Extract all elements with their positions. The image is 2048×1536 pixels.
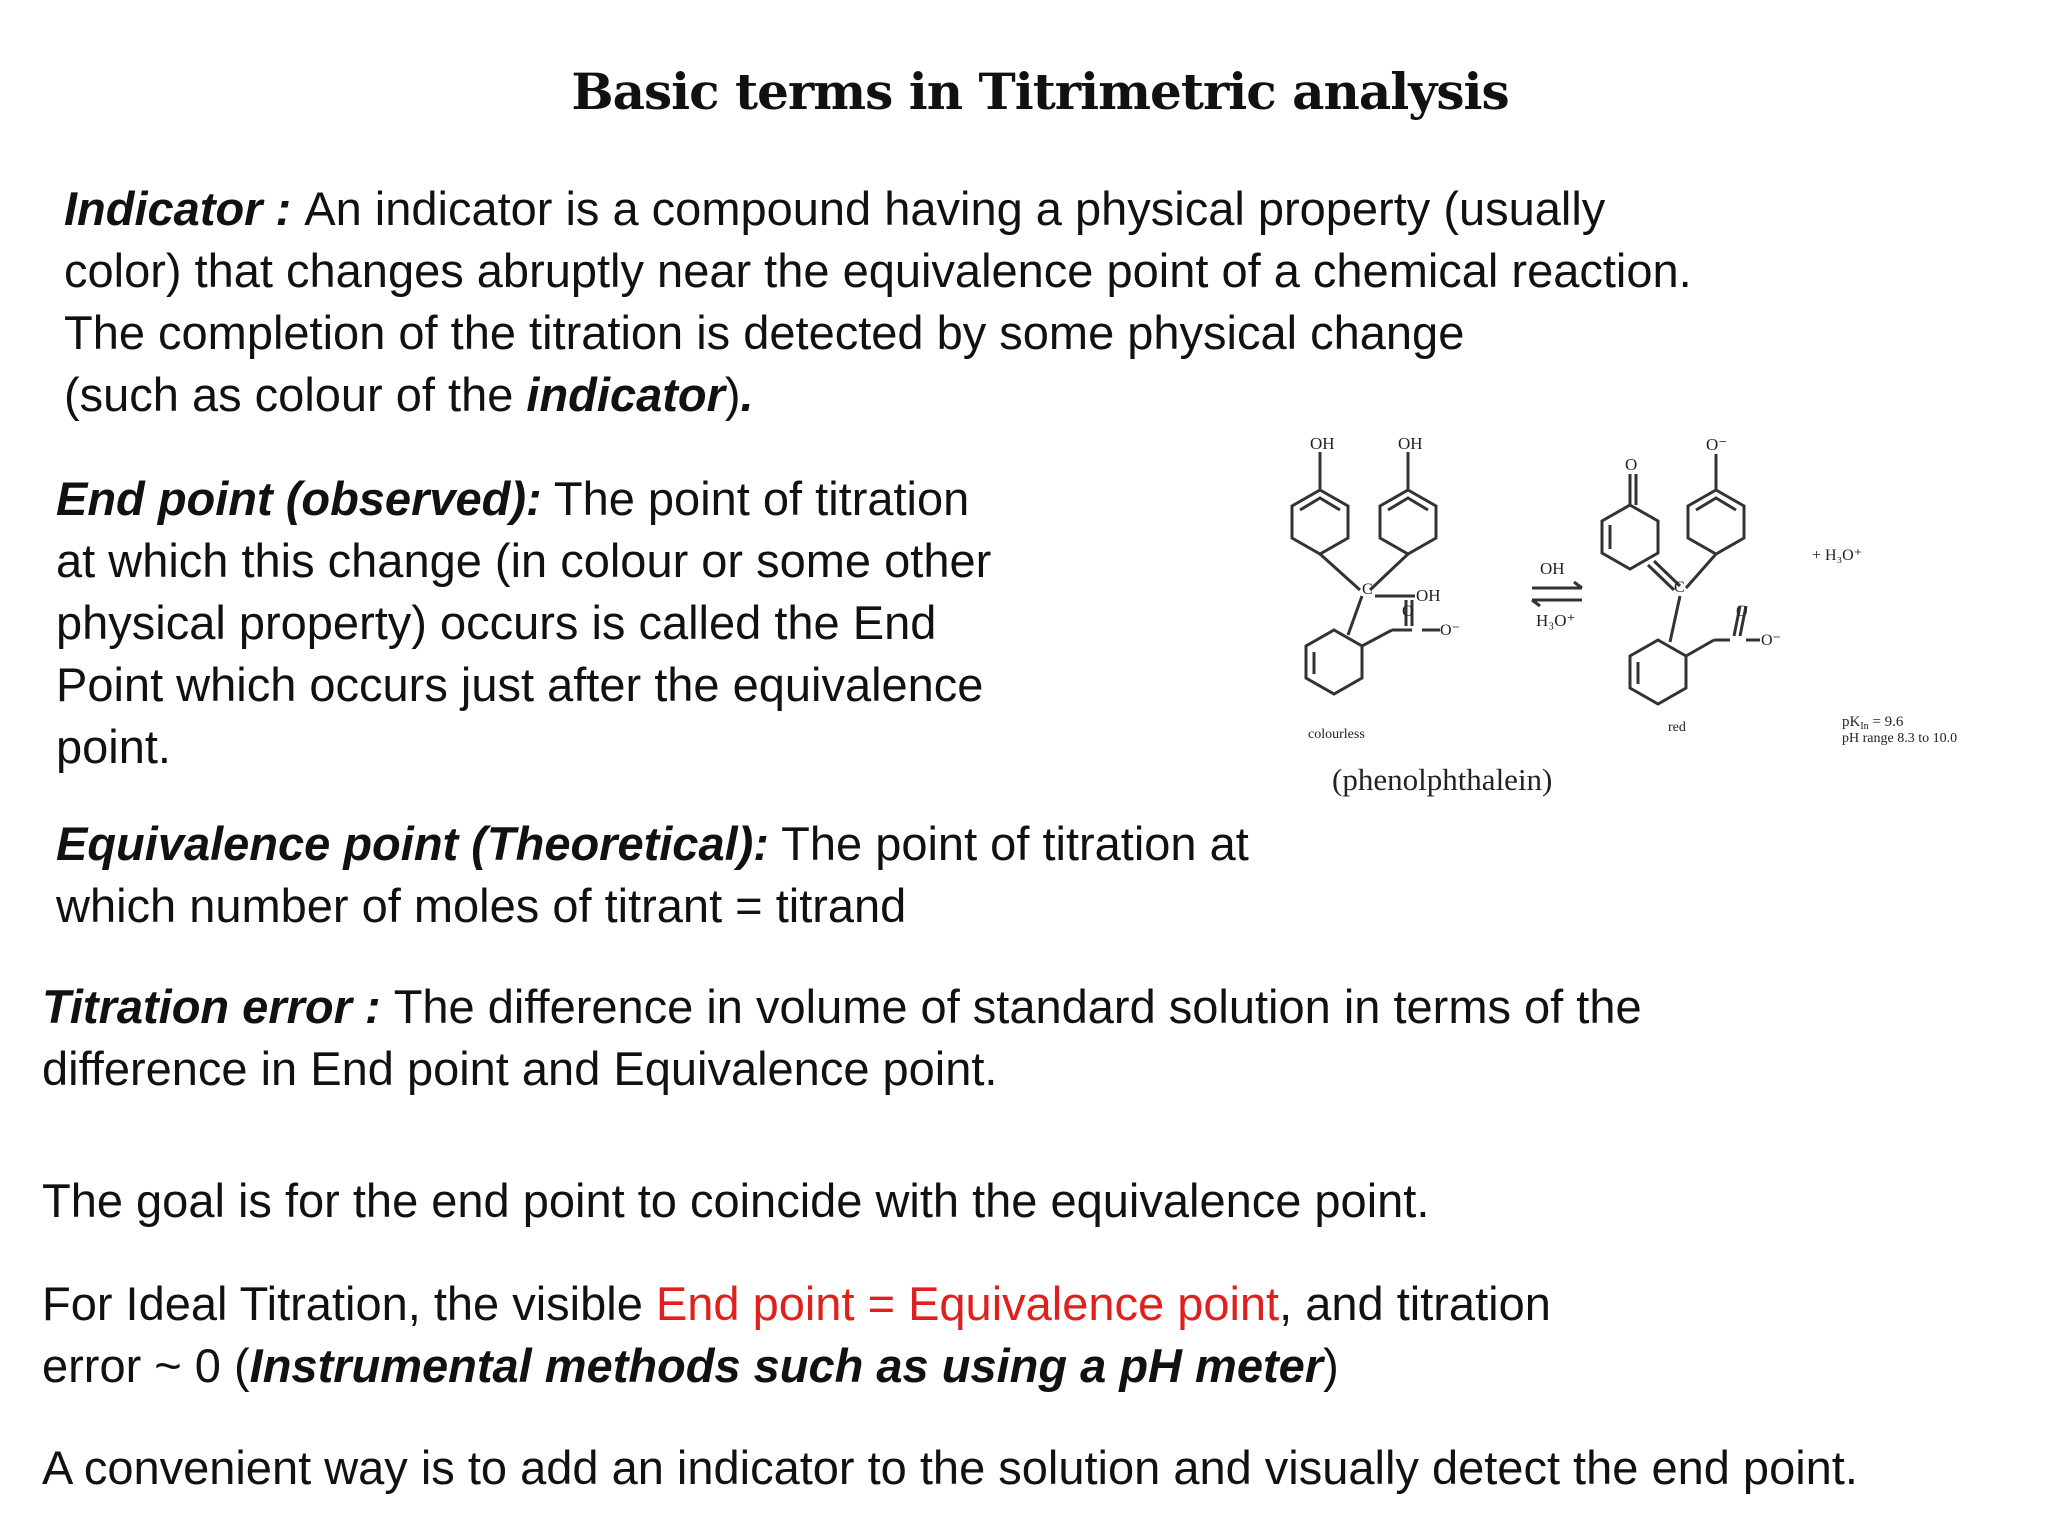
label-o-2: O — [1625, 455, 1638, 474]
end-point-line-2: at which this change (in colour or some other — [56, 534, 992, 587]
end-point-line-3: physical property) occurs is called the End — [56, 596, 937, 649]
label-colourless: colourless — [1308, 727, 1365, 742]
label-pka-value: = 9.6 — [1868, 714, 1904, 730]
label-ph-range: pH range 8.3 to 10.0 — [1842, 731, 1958, 746]
ideal-highlight: End point = Equivalence point — [655, 1277, 1280, 1330]
label-pka — [1842, 714, 1904, 732]
titration-error-term: Titration error : — [42, 980, 394, 1033]
ideal-instrumental: Instrumental methods such as using a pH meter — [249, 1339, 1324, 1392]
ideal-line-1a: For Ideal Titration, the visible — [42, 1277, 656, 1330]
indicator-line-4c: ) — [724, 368, 741, 421]
end-point-line-1: The point of titration — [541, 472, 970, 525]
label-plus-h3o: + H₃O⁺ — [1812, 547, 1863, 564]
indicator-paragraph — [64, 178, 1692, 426]
ideal-line-2b: ) — [1323, 1339, 1339, 1392]
titration-error-line-2: difference in End point and Equivalence point. — [42, 1042, 998, 1095]
label-o-minus-3: O⁻ — [1761, 632, 1781, 649]
indicator-period: . — [740, 368, 754, 421]
equivalence-line-1: The point of titration at — [768, 817, 1249, 870]
label-oh-1: OH — [1310, 434, 1335, 453]
end-point-line-4: Point which occurs just after the equivalence — [56, 658, 984, 711]
end-point-paragraph — [56, 468, 991, 778]
page-title: Basic terms in Titrimetric analysis — [571, 62, 1509, 121]
indicator-line-3: The completion of the titration is detected by some physical change — [64, 306, 1465, 359]
label-o-3: O — [1736, 603, 1748, 620]
indicator-line-4a: (such as colour of the — [64, 368, 527, 421]
label-oh-arrow: OH — [1540, 559, 1565, 578]
equivalence-term: Equivalence point (Theoretical): — [56, 817, 769, 870]
label-o-1: O — [1402, 603, 1414, 620]
indicator-term: Indicator : — [64, 182, 305, 235]
ideal-titration-paragraph — [42, 1273, 1551, 1397]
label-oh-3: OH — [1416, 586, 1441, 605]
label-pka-symbol: pK — [1842, 714, 1861, 730]
ideal-line-2a: error ~ 0 ( — [42, 1339, 250, 1392]
label-h3o-arrow: H₃O⁺ — [1536, 611, 1576, 630]
end-point-term: End point (observed): — [56, 472, 542, 525]
figure-caption: (phenolphthalein) — [1332, 762, 1553, 797]
end-point-line-5: point. — [56, 720, 171, 773]
indicator-term-inline: indicator — [526, 368, 725, 421]
label-o-minus-1: O⁻ — [1440, 622, 1460, 639]
titration-error-paragraph — [42, 976, 1642, 1100]
phenolphthalein-structure — [1240, 430, 2020, 770]
label-c-left: C — [1362, 581, 1373, 598]
goal-sentence: The goal is for the end point to coincide with the equivalence point. — [42, 1174, 1430, 1227]
equivalence-line-2: which number of moles of titrant = titrand — [56, 879, 907, 932]
label-c-right: C — [1674, 579, 1685, 596]
label-pka-sub: In — [1860, 721, 1869, 732]
indicator-line-1: An indicator is a compound having a physical property (usually — [304, 182, 1606, 235]
equivalence-paragraph — [56, 813, 1249, 937]
label-o-minus-2: O⁻ — [1706, 435, 1728, 454]
convenient-sentence: A convenient way is to add an indicator to the solution and visually detect the end point. — [42, 1441, 1858, 1494]
titration-error-line-1: The difference in volume of standard solution in terms of the — [393, 980, 1642, 1033]
label-oh-2: OH — [1398, 434, 1423, 453]
label-red: red — [1668, 720, 1686, 735]
ideal-line-1b: , and titration — [1279, 1277, 1551, 1330]
indicator-line-2: color) that changes abruptly near the equivalence point of a chemical reaction. — [64, 244, 1692, 297]
